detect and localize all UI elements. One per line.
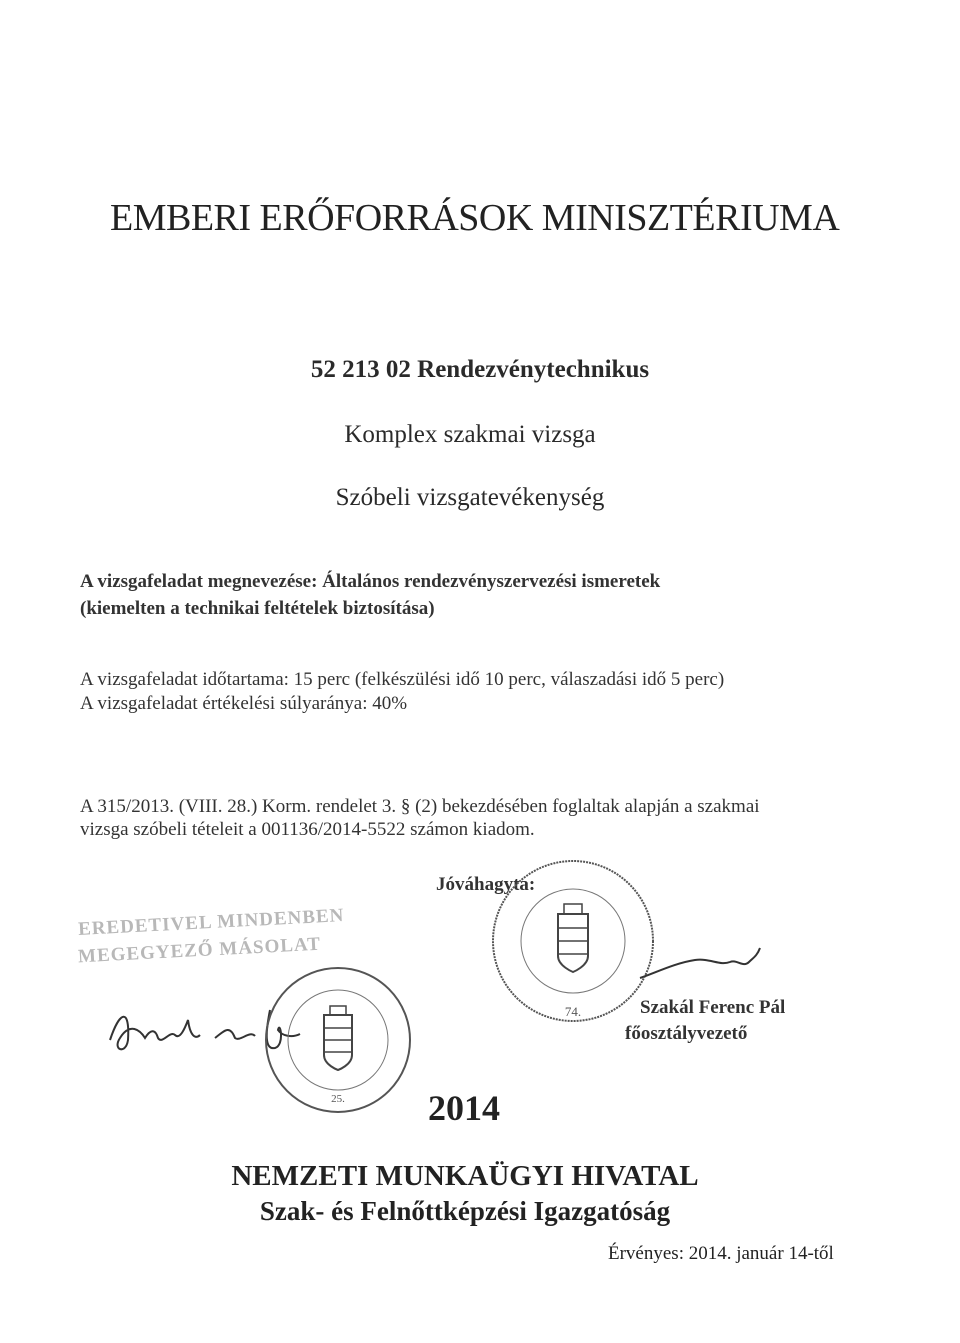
stamp-left-seal: [258, 960, 418, 1120]
decree-line1: A 315/2013. (VIII. 28.) Korm. rendelet 3. § (2) bekezdésében foglaltak alapján a szakmai: [80, 796, 760, 817]
handwritten-signature-right: [635, 938, 765, 988]
qualification-title: 52 213 02 Rendezvénytechnikus: [310, 356, 650, 383]
task-name-line1: A vizsgafeladat megnevezése: Általános rendezvényszervezési ismeretek: [80, 571, 661, 592]
task-duration: A vizsgafeladat időtartama: 15 perc (felkészülési idő 10 perc, válaszadási idő 5 perc): [80, 669, 725, 690]
ministry-heading: EMBERI ERŐFORRÁSOK MINISZTÉRIUMA: [110, 197, 840, 239]
stamp-right-seal: [488, 856, 658, 1026]
signer-name: Szakál Ferenc Pál: [640, 997, 786, 1018]
signer-title: főosztályvezető: [625, 1023, 748, 1044]
office-name: NEMZETI MUNKAÜGYI HIVATAL: [231, 1160, 699, 1192]
valid-from: Érvényes: 2014. január 14-től: [608, 1243, 834, 1264]
decree-line2: vizsga szóbeli tételeit a 001136/2014-5522 számon kiadom.: [80, 819, 535, 840]
stamp-right-number: 74.: [564, 1004, 582, 1019]
copy-stamp-line2: MEGEGYEZŐ MÁSOLAT: [77, 933, 322, 968]
stamp-left-number: 25.: [331, 1093, 345, 1105]
approval-label: Jóváhagyta:: [436, 874, 536, 895]
task-weight: A vizsgafeladat értékelési súlyaránya: 40%: [80, 693, 408, 714]
exam-title: Komplex szakmai vizsga: [344, 421, 596, 448]
document-year: 2014: [428, 1088, 500, 1128]
oral-activity-title: Szóbeli vizsgatevékenység: [335, 484, 605, 511]
task-name-line2: (kiemelten a technikai feltételek biztosítása): [80, 598, 435, 619]
directorate-name: Szak- és Felnőttképzési Igazgatóság: [259, 1196, 671, 1226]
copy-stamp-line1: EREDETIVEL MINDENBEN: [77, 905, 345, 940]
